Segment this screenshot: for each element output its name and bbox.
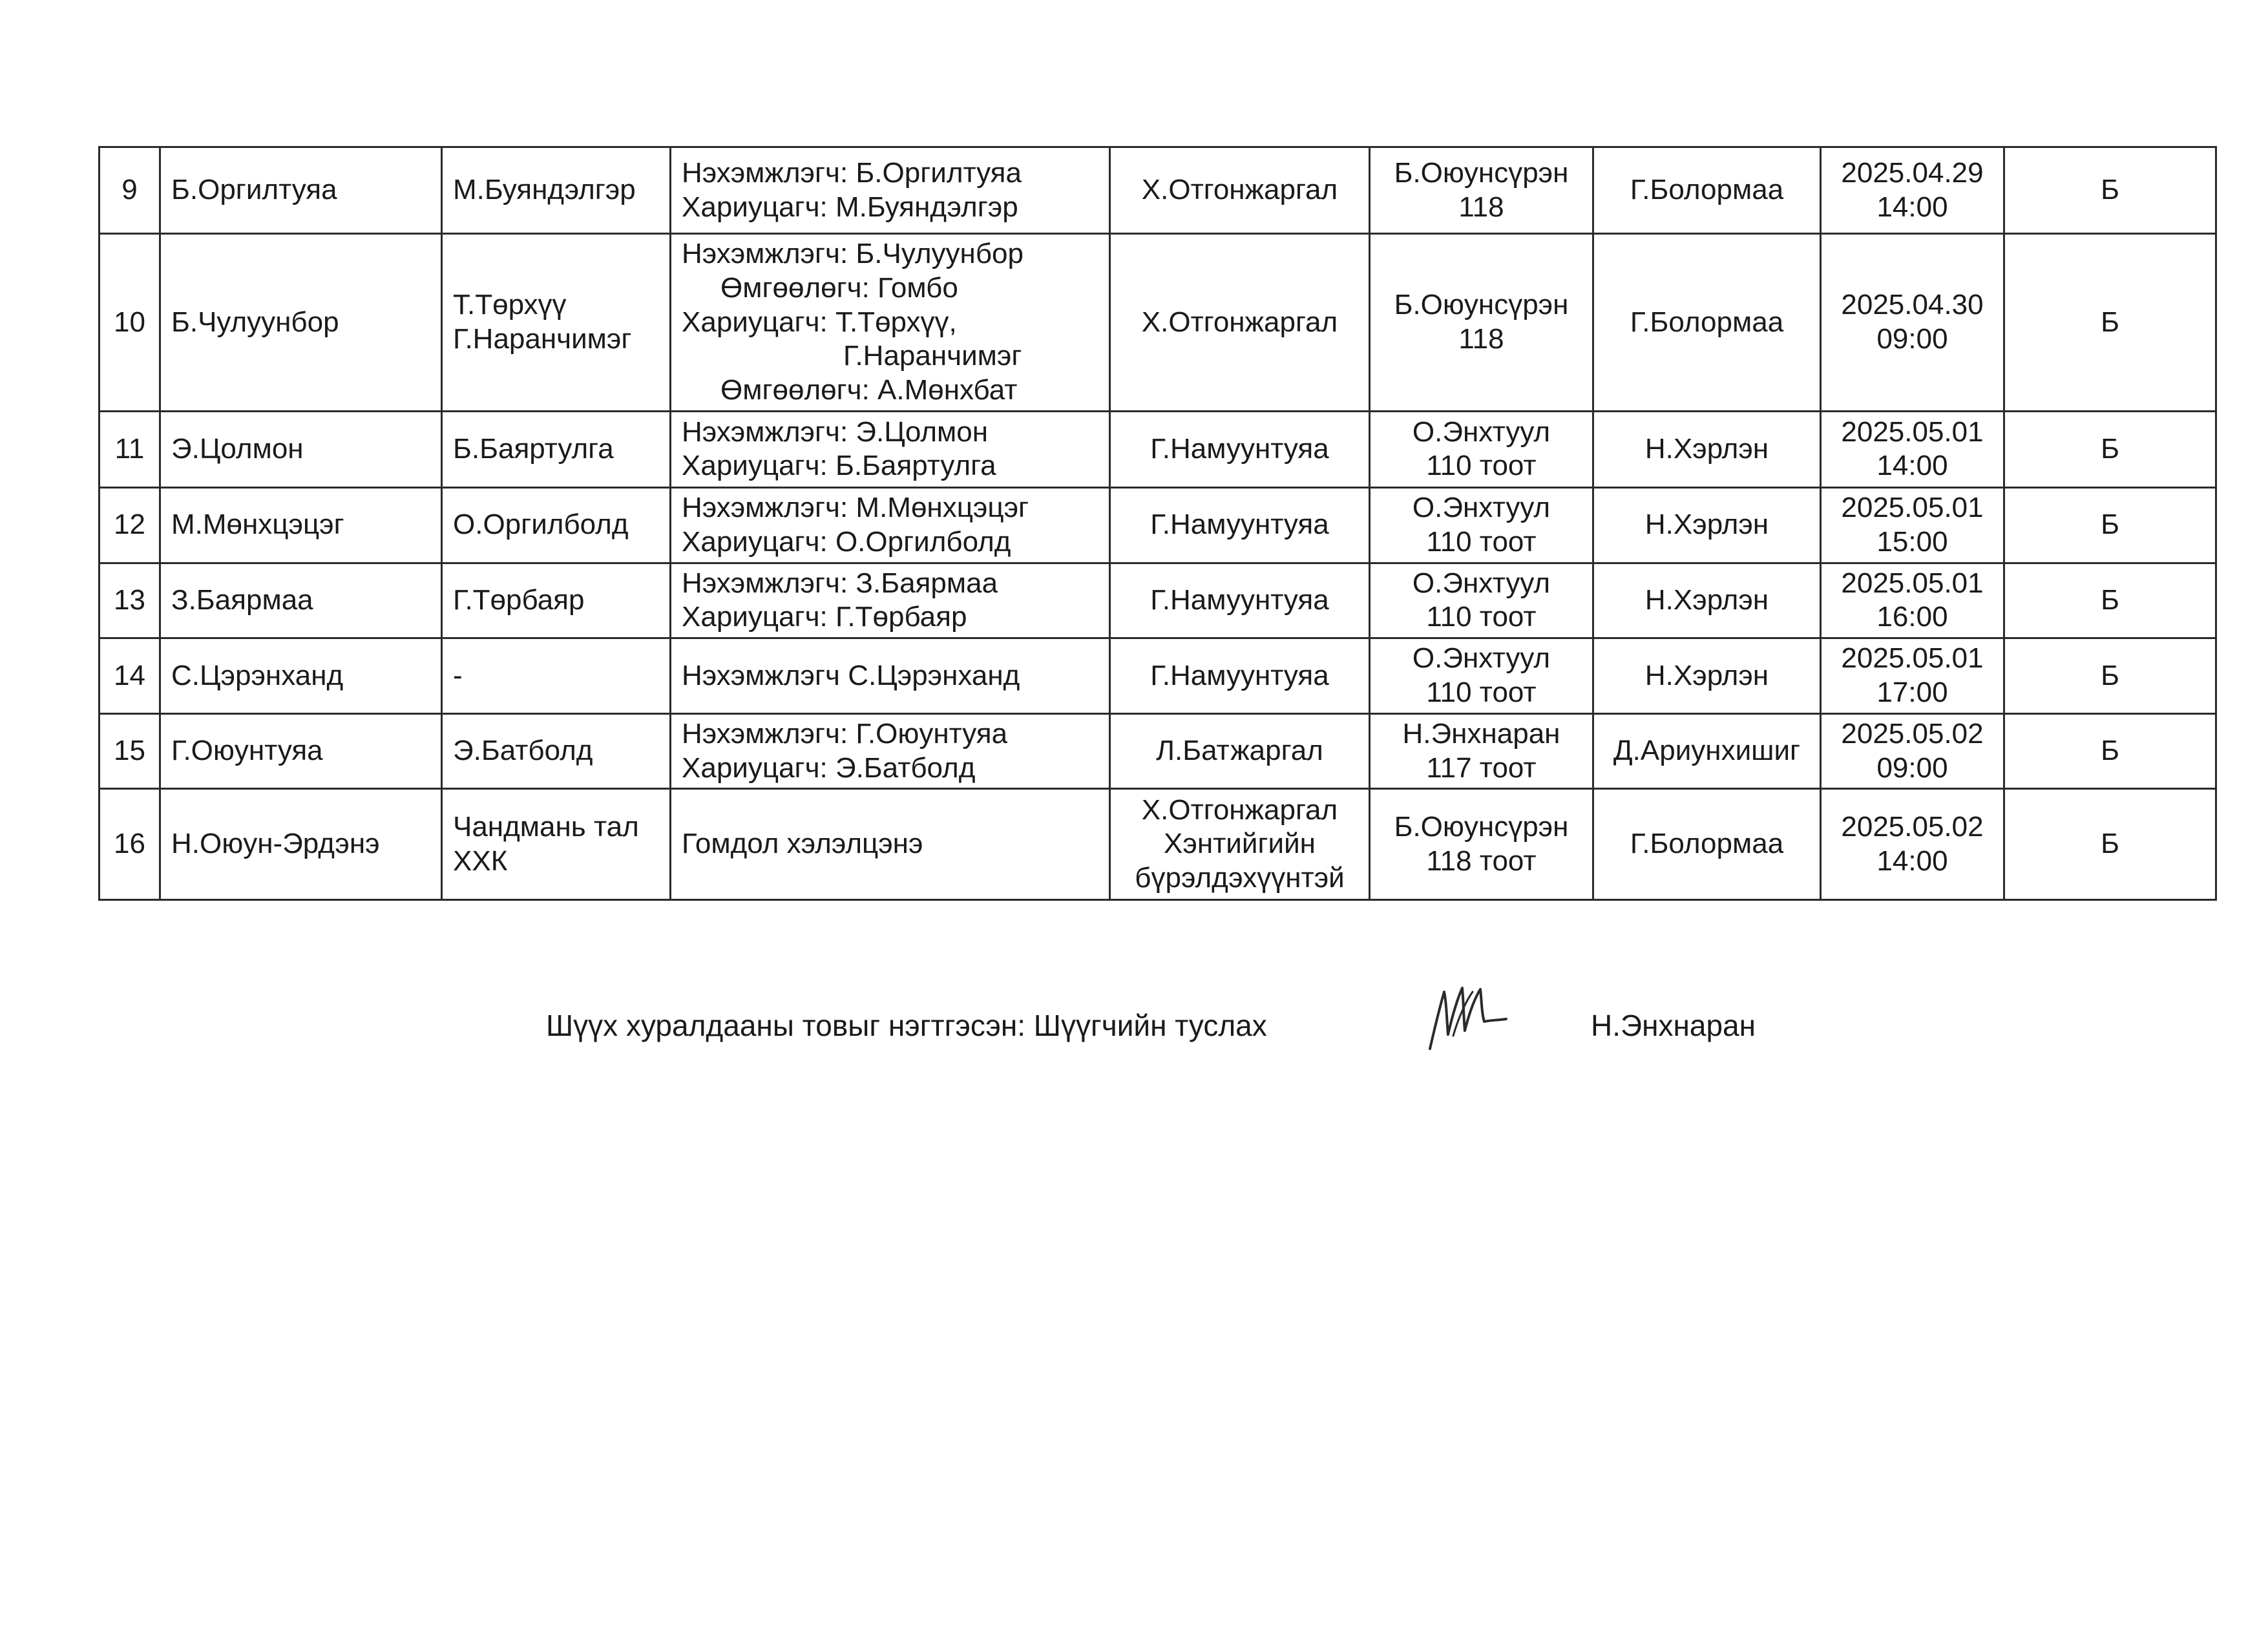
- hearing-type-cell: Б: [2004, 563, 2216, 638]
- hearing-time: 09:00: [1876, 322, 1948, 355]
- case-parties-cell: [671, 713, 1110, 789]
- party-line: Хариуцагч: Э.Батболд: [682, 751, 976, 784]
- datetime-cell: [1821, 411, 2004, 487]
- case-parties-cell: [671, 411, 1110, 487]
- room-line: О.Энхтуул: [1412, 567, 1551, 599]
- table-row: [100, 487, 2216, 563]
- secretary-cell: Н.Хэрлэн: [1593, 487, 1821, 563]
- datetime-cell: [1821, 563, 2004, 638]
- defendant-line: Г.Төрбаяр: [453, 583, 585, 616]
- room-line: 118: [1458, 322, 1504, 355]
- secretary-cell: Г.Болормаа: [1593, 234, 1821, 412]
- room-line: 110 тоот: [1426, 601, 1537, 633]
- room-cell: [1370, 789, 1593, 900]
- plaintiff-cell: Б.Чулуунбор: [160, 234, 442, 412]
- room-line: О.Энхтуул: [1412, 642, 1551, 675]
- judge-line: Л.Батжаргал: [1156, 735, 1323, 767]
- case-parties-cell: [671, 638, 1110, 714]
- defendant-cell: [442, 789, 671, 900]
- hearing-date: 2025.05.01: [1841, 415, 1984, 448]
- defendant-line: -: [453, 659, 463, 691]
- defendant-line: Т.Төрхүү: [453, 289, 567, 321]
- defendant-cell: [442, 487, 671, 563]
- secretary-cell: Д.Ариунхишиг: [1593, 713, 1821, 789]
- judge-cell: [1110, 411, 1370, 487]
- defendant-line: Э.Батболд: [453, 735, 593, 767]
- room-cell: [1370, 234, 1593, 412]
- room-line: Б.Оюунсүрэн: [1394, 156, 1569, 189]
- room-line: 110 тоот: [1426, 450, 1537, 482]
- party-line: Өмгөөлөгч: А.Мөнхбат: [720, 374, 1018, 406]
- room-line: Б.Оюунсүрэн: [1394, 289, 1569, 321]
- room-line: 110 тоот: [1426, 676, 1537, 708]
- defendant-line: О.Оргилболд: [453, 509, 629, 541]
- plaintiff-cell: М.Мөнхцэцэг: [160, 487, 442, 563]
- case-parties-cell: [671, 563, 1110, 638]
- hearing-date: 2025.05.01: [1841, 642, 1984, 675]
- table-row: [100, 713, 2216, 789]
- hearing-schedule-table: [98, 146, 2217, 901]
- footer-assistant-name: Н.Энхнаран: [1591, 1009, 1756, 1042]
- defendant-line: ХХК: [453, 845, 508, 877]
- footer-compiled-by-label: Шүүх хуралдааны товыг нэгтгэсэн: Шүүгчийн туслах: [546, 1009, 1267, 1042]
- datetime-cell: [1821, 147, 2004, 234]
- case-parties-cell: [671, 487, 1110, 563]
- row-number-cell: 11: [100, 411, 160, 487]
- party-line: Нэхэмжлэгч: Э.Цолмон: [682, 415, 989, 448]
- table-row: [100, 147, 2216, 234]
- room-line: 117 тоот: [1426, 751, 1537, 784]
- defendant-cell: [442, 234, 671, 412]
- table-row: [100, 563, 2216, 638]
- hearing-time: 14:00: [1876, 191, 1948, 223]
- party-line: Нэхэмжлэгч: М.Мөнхцэцэг: [682, 491, 1029, 523]
- defendant-line: Б.Баяртулга: [453, 433, 614, 465]
- hearing-time: 15:00: [1876, 525, 1948, 558]
- party-line: Хариуцагч: Г.Төрбаяр: [682, 601, 967, 633]
- party-line: Г.Наранчимэг: [843, 340, 1022, 372]
- party-line: Гомдол хэлэлцэнэ: [682, 828, 923, 860]
- case-parties-cell: [671, 147, 1110, 234]
- row-number-cell: 13: [100, 563, 160, 638]
- plaintiff-cell: Б.Оргилтуяа: [160, 147, 442, 234]
- row-number-cell: 16: [100, 789, 160, 900]
- hearing-date: 2025.04.30: [1841, 289, 1984, 321]
- defendant-cell: [442, 563, 671, 638]
- signature-image: [1425, 972, 1515, 1056]
- table-row: [100, 234, 2216, 412]
- hearing-date: 2025.05.01: [1841, 567, 1984, 599]
- room-cell: [1370, 638, 1593, 714]
- judge-line: Г.Намуунтуяа: [1150, 659, 1329, 691]
- row-number-cell: 14: [100, 638, 160, 714]
- schedule-body: [100, 147, 2216, 900]
- row-number-cell: 9: [100, 147, 160, 234]
- party-line: Өмгөөлөгч: Гомбо: [720, 271, 958, 304]
- hearing-date: 2025.05.02: [1841, 717, 1984, 750]
- judge-line: бүрэлдэхүүнтэй: [1135, 862, 1345, 894]
- plaintiff-cell: С.Цэрэнханд: [160, 638, 442, 714]
- judge-line: Х.Отгонжаргал: [1141, 306, 1338, 338]
- judge-line: Г.Намуунтуяа: [1150, 433, 1329, 465]
- judge-cell: [1110, 563, 1370, 638]
- case-parties-cell: [671, 789, 1110, 900]
- room-cell: [1370, 563, 1593, 638]
- hearing-time: 14:00: [1876, 845, 1948, 877]
- secretary-cell: Г.Болормаа: [1593, 147, 1821, 234]
- hearing-time: 09:00: [1876, 751, 1948, 784]
- judge-cell: [1110, 789, 1370, 900]
- party-line: Нэхэмжлэгч: Б.Чулуунбор: [682, 238, 1024, 269]
- case-parties-cell: [671, 234, 1110, 412]
- plaintiff-cell: Г.Оюунтуяа: [160, 713, 442, 789]
- judge-cell: [1110, 713, 1370, 789]
- hearing-type-cell: Б: [2004, 638, 2216, 714]
- room-line: 118: [1458, 191, 1504, 223]
- party-line: Хариуцагч: Т.Төрхүү,: [682, 306, 957, 338]
- table-row: [100, 638, 2216, 714]
- judge-line: Хэнтийгийн: [1164, 828, 1316, 860]
- secretary-cell: Н.Хэрлэн: [1593, 638, 1821, 714]
- row-number-cell: 12: [100, 487, 160, 563]
- party-line: Нэхэмжлэгч: Г.Оюунтуяа: [682, 717, 1008, 750]
- datetime-cell: [1821, 789, 2004, 900]
- defendant-cell: [442, 411, 671, 487]
- judge-line: Х.Отгонжаргал: [1141, 793, 1338, 826]
- party-line: Нэхэмжлэгч: Б.Оргилтуяа: [682, 156, 1022, 189]
- hearing-type-cell: Б: [2004, 713, 2216, 789]
- room-line: Н.Энхнаран: [1402, 717, 1560, 750]
- room-line: 110 тоот: [1426, 525, 1537, 558]
- hearing-time: 16:00: [1876, 601, 1948, 633]
- datetime-cell: [1821, 713, 2004, 789]
- datetime-cell: [1821, 487, 2004, 563]
- defendant-line: Г.Наранчимэг: [453, 322, 632, 355]
- party-line: Нэхэмжлэгч С.Цэрэнханд: [682, 659, 1020, 691]
- plaintiff-cell: Н.Оюун-Эрдэнэ: [160, 789, 442, 900]
- judge-line: Г.Намуунтуяа: [1150, 583, 1329, 616]
- hearing-time: 14:00: [1876, 450, 1948, 482]
- hearing-time: 17:00: [1876, 676, 1948, 708]
- party-line: Нэхэмжлэгч: З.Баярмаа: [682, 567, 998, 599]
- room-line: 118 тоот: [1426, 845, 1537, 877]
- defendant-cell: [442, 713, 671, 789]
- judge-cell: [1110, 487, 1370, 563]
- room-cell: [1370, 411, 1593, 487]
- hearing-date: 2025.05.01: [1841, 491, 1984, 523]
- hearing-type-cell: Б: [2004, 411, 2216, 487]
- hearing-date: 2025.04.29: [1841, 156, 1984, 189]
- hearing-date: 2025.05.02: [1841, 811, 1984, 843]
- room-cell: [1370, 713, 1593, 789]
- room-line: Б.Оюунсүрэн: [1394, 811, 1569, 843]
- party-line: Хариуцагч: Б.Баяртулга: [682, 450, 996, 482]
- row-number-cell: 10: [100, 234, 160, 412]
- room-cell: [1370, 487, 1593, 563]
- room-cell: [1370, 147, 1593, 234]
- defendant-cell: [442, 638, 671, 714]
- room-line: О.Энхтуул: [1412, 415, 1551, 448]
- secretary-cell: Г.Болормаа: [1593, 789, 1821, 900]
- hearing-type-cell: Б: [2004, 487, 2216, 563]
- judge-cell: [1110, 234, 1370, 412]
- plaintiff-cell: З.Баярмаа: [160, 563, 442, 638]
- defendant-line: Чандмань тал: [453, 811, 639, 843]
- room-line: О.Энхтуул: [1412, 491, 1551, 523]
- defendant-cell: [442, 147, 671, 234]
- plaintiff-cell: Э.Цолмон: [160, 411, 442, 487]
- defendant-line: М.Буяндэлгэр: [453, 174, 636, 206]
- judge-line: Х.Отгонжаргал: [1141, 174, 1338, 206]
- hearing-type-cell: Б: [2004, 147, 2216, 234]
- row-number-cell: 15: [100, 713, 160, 789]
- judge-cell: [1110, 638, 1370, 714]
- party-line: Хариуцагч: О.Оргилболд: [682, 525, 1011, 558]
- judge-cell: [1110, 147, 1370, 234]
- party-line: Хариуцагч: М.Буяндэлгэр: [682, 191, 1018, 223]
- datetime-cell: [1821, 638, 2004, 714]
- datetime-cell: [1821, 234, 2004, 412]
- secretary-cell: Н.Хэрлэн: [1593, 411, 1821, 487]
- secretary-cell: Н.Хэрлэн: [1593, 563, 1821, 638]
- judge-line: Г.Намуунтуяа: [1150, 509, 1329, 541]
- table-row: [100, 789, 2216, 900]
- hearing-type-cell: Б: [2004, 234, 2216, 412]
- hearing-type-cell: Б: [2004, 789, 2216, 900]
- table-row: [100, 411, 2216, 487]
